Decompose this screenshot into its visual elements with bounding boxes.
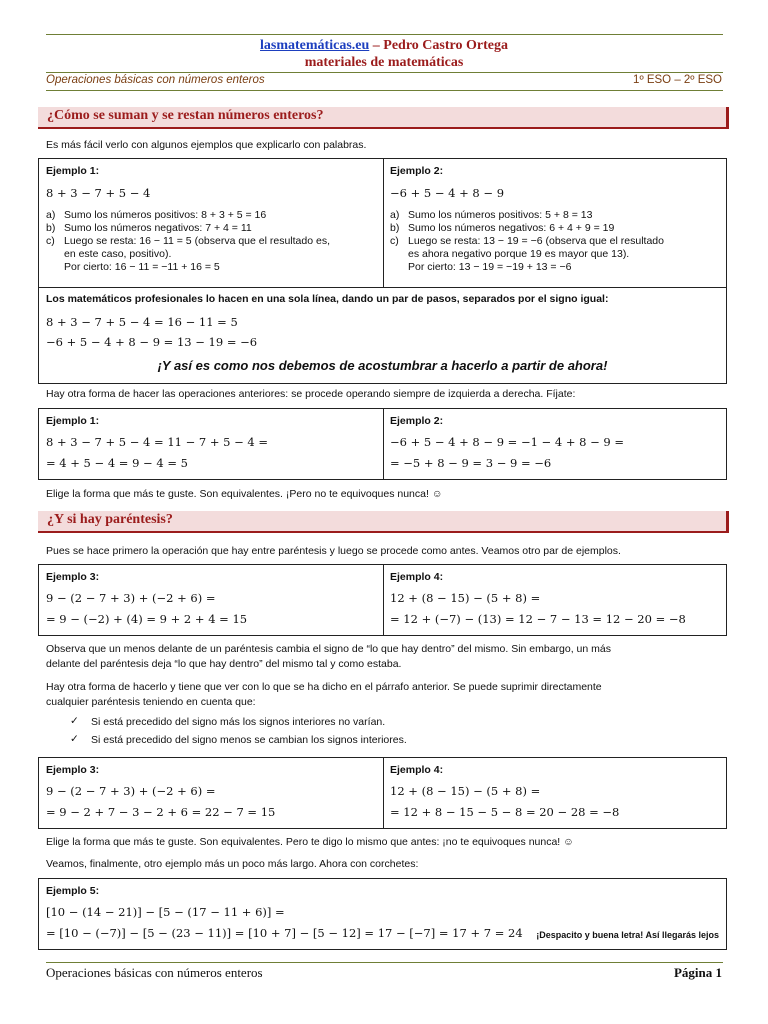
examples-box-1	[38, 158, 727, 384]
example-5-line-2: = [10 − (−7)] − [5 − (23 − 11)] = [10 + 7] − [5 − 12] = 17 − [−7] = 17 + 7 = 24	[46, 926, 523, 940]
step-text: Luego se resta: 13 − 19 = −6 (observa que el resultado	[408, 235, 664, 247]
header-top-rule	[46, 34, 723, 35]
paragraph-parentheses-intro: Pues se hace primero la operación que hay entre paréntesis y luego se procede como antes. Veamos otro par de ejemplos.	[46, 545, 621, 557]
box4-right-line-1: 12 + (8 − 15) − (5 + 8) =	[390, 784, 541, 798]
pro-method-title: Los matemáticos profesionales lo hacen en una sola línea, dando un par de pasos, separados por el signo igual:	[46, 293, 609, 305]
examples-box-2	[38, 408, 727, 480]
paragraph-observe-line-1: Observa que un menos delante de un paréntesis cambia el signo de “lo que hay dentro” del mismo. Sin embargo, un más	[46, 643, 611, 655]
header-level: 1º ESO – 2º ESO	[633, 74, 722, 86]
check-mark-icon: ✓	[70, 715, 79, 727]
section-heading-2-text: ¿Y si hay paréntesis?	[47, 512, 173, 527]
box2-left-label: Ejemplo 1:	[46, 415, 100, 427]
example-1-expression: 8 + 3 − 7 + 5 − 4	[46, 186, 151, 200]
site-separator: –	[369, 38, 384, 53]
box-divider	[39, 287, 726, 288]
box3-right-line-2: = 12 + (−7) − (13) = 12 − 7 − 13 = 12 − 20 = −8	[390, 612, 686, 626]
footer-page-number: Página 1	[673, 965, 722, 980]
box3-right-label: Ejemplo 4:	[390, 571, 444, 583]
step-text: Sumo los números negativos: 7 + 4 = 11	[64, 222, 252, 234]
site-link[interactable]: lasmatemáticas.eu	[260, 38, 370, 53]
box-column-divider	[383, 758, 384, 828]
header-bottom-rule	[46, 90, 723, 91]
box3-left-label: Ejemplo 3:	[46, 571, 100, 583]
paragraph-other-way-line-2: cualquier paréntesis teniendo en cuenta que:	[46, 696, 256, 708]
box4-left-line-2: = 9 − 2 + 7 − 3 − 2 + 6 = 22 − 7 = 15	[46, 805, 276, 819]
box2-right-line-2: = −5 + 8 − 9 = 3 − 9 = −6	[390, 456, 552, 470]
rule-plus: Si está precedido del signo más los signos interiores no varían.	[91, 716, 386, 728]
step-marker: a)	[390, 209, 400, 221]
examples-box-4	[38, 757, 727, 829]
step-text: Por cierto: 16 − 11 = −11 + 16 = 5	[64, 261, 220, 273]
paragraph-observe-line-2: delante del paréntesis deja “lo que hay dentro” del mismo tal y como estaba.	[46, 658, 402, 670]
step-text: Luego se resta: 16 − 11 = 5 (observa que el resultado es,	[64, 235, 330, 247]
box2-left-line-1: 8 + 3 − 7 + 5 − 4 = 11 − 7 + 5 − 4 =	[46, 435, 269, 449]
site-line	[0, 38, 768, 54]
box3-left-line-1: 9 − (2 − 7 + 3) + (−2 + 6) =	[46, 591, 216, 605]
section-heading-1-text: ¿Cómo se suman y se restan números enteros?	[47, 108, 324, 123]
example-2-label: Ejemplo 2:	[390, 165, 444, 177]
paragraph-left-to-right: Hay otra forma de hacer las operaciones anteriores: se procede operando siempre de izquierda a derecha. Fíjate:	[46, 388, 576, 400]
box4-left-line-1: 9 − (2 − 7 + 3) + (−2 + 6) =	[46, 784, 216, 798]
author-name: Pedro Castro Ortega	[383, 38, 508, 53]
step-text: Sumo los números positivos: 8 + 3 + 5 = 16	[64, 209, 267, 221]
example-2-expression: −6 + 5 − 4 + 8 − 9	[390, 186, 505, 200]
example-5-label: Ejemplo 5:	[46, 885, 100, 897]
step-text: Sumo los números negativos: 6 + 4 + 9 = 19	[408, 222, 615, 234]
box3-right-line-1: 12 + (8 − 15) − (5 + 8) =	[390, 591, 541, 605]
step-marker: b)	[46, 222, 56, 234]
example-5-note: ¡Despacito y buena letra! Así llegarás lejos	[536, 930, 719, 940]
rule-minus: Si está precedido del signo menos se cambian los signos interiores.	[91, 734, 407, 746]
paragraph-finally: Veamos, finalmente, otro ejemplo más un poco más largo. Ahora con corchetes:	[46, 858, 419, 870]
box2-right-line-1: −6 + 5 − 4 + 8 − 9 = −1 − 4 + 8 − 9 =	[390, 435, 624, 449]
step-text: es ahora negativo porque 19 es mayor que 13).	[408, 248, 630, 260]
step-marker: b)	[390, 222, 400, 234]
header-mid-rule	[46, 72, 723, 73]
box-column-divider	[383, 565, 384, 635]
step-text: Por cierto: 13 − 19 = −19 + 13 = −6	[408, 261, 572, 273]
step-text: en este caso, positivo).	[64, 248, 172, 260]
pro-method-line-2: −6 + 5 − 4 + 8 − 9 = 13 − 19 = −6	[46, 335, 258, 349]
box-column-divider	[383, 159, 384, 287]
step-text: Sumo los números positivos: 5 + 8 = 13	[408, 209, 593, 221]
header-subtitle: materiales de matemáticas	[304, 55, 464, 70]
step-marker: c)	[390, 235, 399, 247]
box4-right-line-2: = 12 + 8 − 15 − 5 − 8 = 20 − 28 = −8	[390, 805, 620, 819]
box4-left-label: Ejemplo 3:	[46, 764, 100, 776]
step-marker: a)	[46, 209, 56, 221]
section-heading-1	[38, 107, 729, 129]
footer-rule	[46, 962, 723, 963]
box-column-divider	[383, 409, 384, 479]
paragraph-choose-2: Elige la forma que más te guste. Son equivalentes. Pero te digo lo mismo que antes: ¡no te equivoques nunca! ☺	[46, 836, 574, 848]
examples-box-3	[38, 564, 727, 636]
footer-title: Operaciones básicas con números enteros	[46, 965, 263, 980]
section-heading-2	[38, 511, 729, 533]
header-topic: Operaciones básicas con números enteros	[46, 74, 265, 86]
box2-right-label: Ejemplo 2:	[390, 415, 444, 427]
box2-left-line-2: = 4 + 5 − 4 = 9 − 4 = 5	[46, 456, 188, 470]
examples-box-5	[38, 878, 727, 950]
paragraph-other-way-line-1: Hay otra forma de hacerlo y tiene que ver con lo que se ha dicho en el párrafo anterior. Se puede suprimir directamente	[46, 681, 602, 693]
example-1-label: Ejemplo 1:	[46, 165, 100, 177]
box3-left-line-2: = 9 − (−2) + (4) = 9 + 2 + 4 = 15	[46, 612, 248, 626]
box4-right-label: Ejemplo 4:	[390, 764, 444, 776]
emphasis-note: ¡Y así es como nos debemos de acostumbrar a hacerlo a partir de ahora!	[157, 358, 608, 373]
check-mark-icon: ✓	[70, 733, 79, 745]
paragraph-choose-1: Elige la forma que más te guste. Son equivalentes. ¡Pero no te equivoques nunca! ☺	[46, 488, 443, 500]
pro-method-line-1: 8 + 3 − 7 + 5 − 4 = 16 − 11 = 5	[46, 315, 238, 329]
example-5-line-1: [10 − (14 − 21)] − [5 − (17 − 11 + 6)] =	[46, 905, 285, 919]
paragraph-intro: Es más fácil verlo con algunos ejemplos que explicarlo con palabras.	[46, 139, 367, 151]
step-marker: c)	[46, 235, 55, 247]
